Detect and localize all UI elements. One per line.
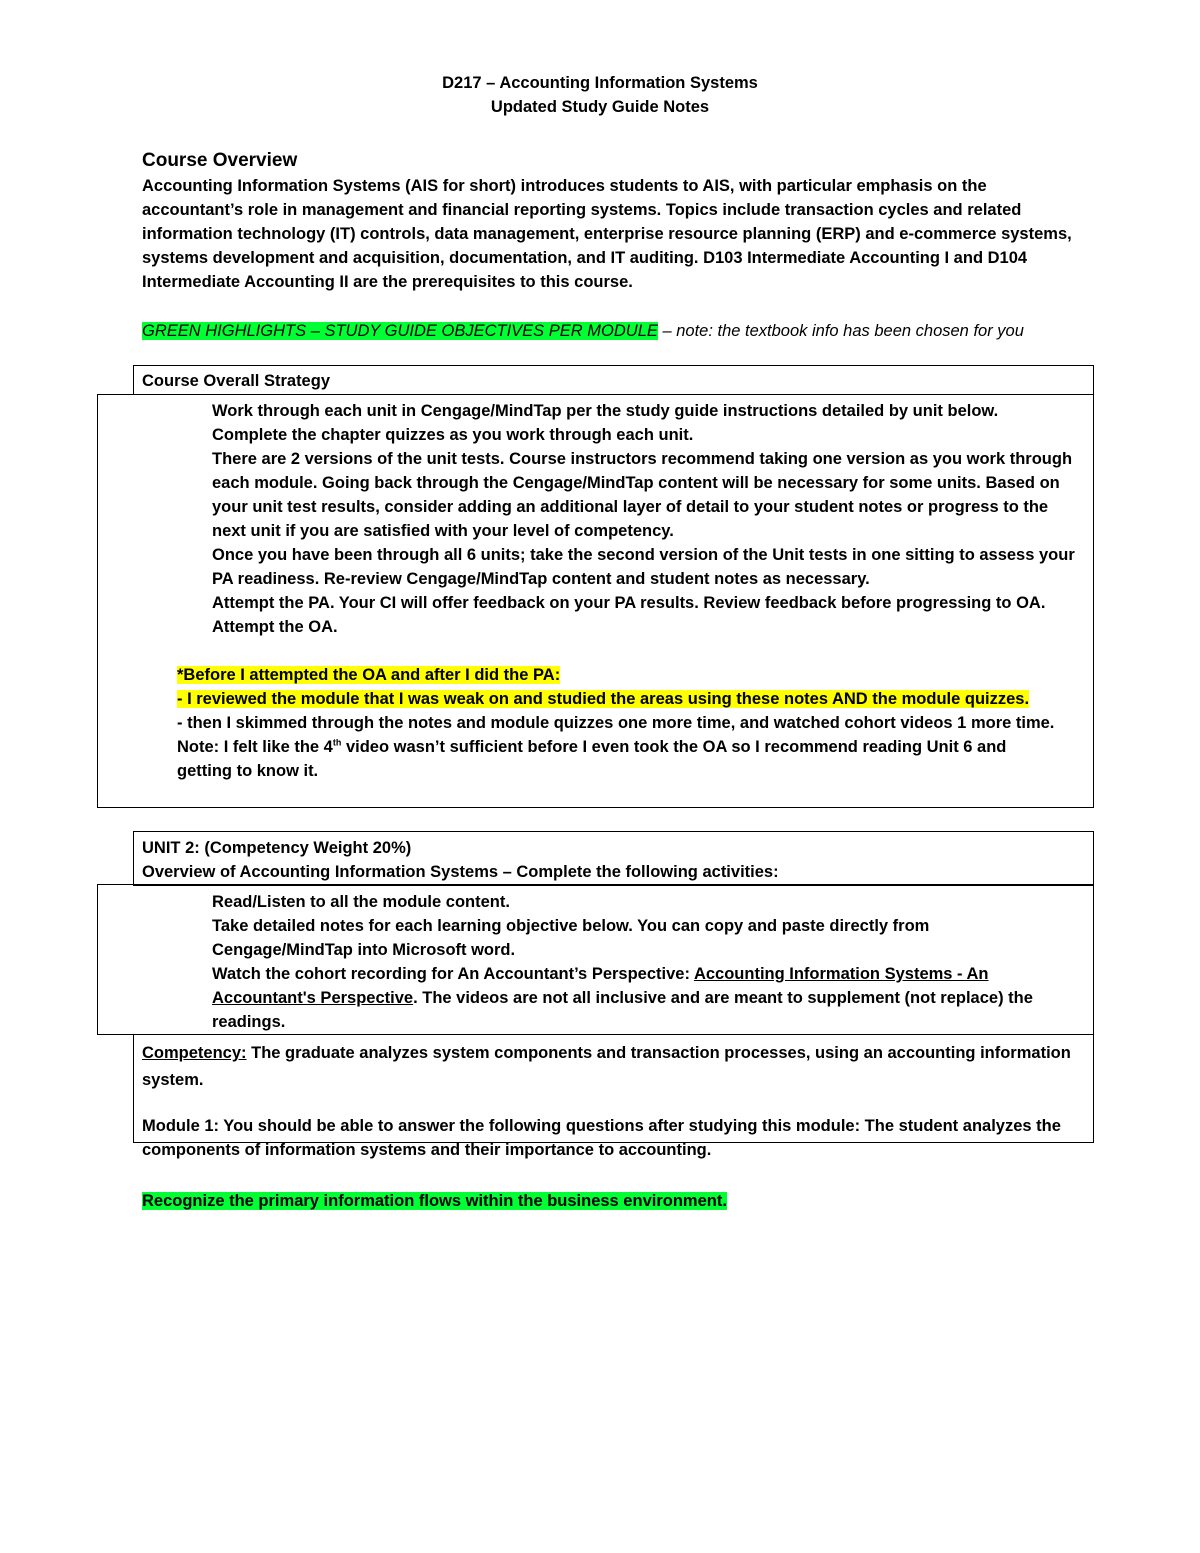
strategy-heading: Course Overall Strategy	[142, 372, 330, 390]
overview-line: Intermediate Accounting II are the prerequisites to this course.	[142, 273, 633, 291]
activity-line: Read/Listen to all the module content.	[212, 893, 510, 911]
overview-line: information technology (IT) controls, data management, enterprise resource planning (ERP) and e-commerce systems,	[142, 225, 1072, 243]
strategy-step: Once you have been through all 6 units; take the second version of the Unit tests in one sitting to assess your	[212, 546, 1075, 564]
strategy-step: your unit test results, consider adding an additional layer of detail to your student notes or progress to the	[212, 498, 1049, 516]
highlight-note-text: – note: the textbook info has been chosen for you	[657, 322, 1024, 340]
superscript-th: th	[332, 737, 342, 748]
strategy-step: Attempt the OA.	[212, 618, 338, 636]
competency-text-cont: system.	[142, 1071, 204, 1089]
document-subtitle: Updated Study Guide Notes	[490, 98, 710, 116]
tip-line: - then I skimmed through the notes and module quizzes one more time, and watched cohort videos 1 more time.	[177, 714, 1055, 732]
strategy-step: Complete the chapter quizzes as you work through each unit.	[212, 426, 694, 444]
strategy-step: PA readiness. Re-review Cengage/MindTap content and student notes as necessary.	[212, 570, 870, 588]
highlight-legend	[142, 319, 1024, 343]
unit2-activities	[212, 890, 1033, 1034]
student-tip	[177, 663, 1054, 783]
module1-line: components of information systems and their importance to accounting.	[142, 1141, 712, 1159]
strategy-step: Work through each unit in Cengage/MindTap per the study guide instructions detailed by unit below.	[212, 402, 999, 420]
strategy-step: Attempt the PA. Your CI will offer feedback on your PA results. Review feedback before progressing to OA.	[212, 594, 1046, 612]
unit2-subtitle: Overview of Accounting Information Systems – Complete the following activities:	[142, 863, 779, 881]
overview-line: systems development and acquisition, documentation, and IT auditing. D103 Intermediate Accounting I and D104	[142, 249, 1028, 267]
overview-line: Accounting Information Systems (AIS for short) introduces students to AIS, with particular emphasis on the	[142, 177, 987, 195]
module-objective	[142, 1189, 727, 1213]
course-overview-heading: Course Overview	[142, 150, 298, 171]
strategy-steps	[212, 399, 1075, 639]
activity-line: Take detailed notes for each learning objective below. You can copy and paste directly from	[212, 917, 930, 935]
overview-line: accountant’s role in management and financial reporting systems. Topics include transaction cycles and related	[142, 201, 1022, 219]
cohort-video-link[interactable]: Accounting Information Systems - An	[693, 965, 989, 983]
activity-line: Watch the cohort recording for An Accountant’s Perspective: Accounting Information Systems - An	[212, 965, 989, 983]
unit2-title: UNIT 2: (Competency Weight 20%)	[142, 839, 412, 857]
activity-line: Accountant's Perspective. The videos are not all inclusive and are meant to supplement (not replace) the	[212, 989, 1033, 1007]
module1-block	[142, 1114, 1061, 1162]
tip-line: Note: I felt like the 4th video wasn’t sufficient before I even took the OA so I recommend reading Unit 6 and	[177, 737, 1007, 756]
strategy-step: There are 2 versions of the unit tests. Course instructors recommend taking one version as you work through	[212, 450, 1073, 468]
activity-line: readings.	[212, 1013, 286, 1031]
activity-line: Cengage/MindTap into Microsoft word.	[212, 941, 516, 959]
competency-label: Competency:	[142, 1044, 247, 1062]
document-title: D217 – Accounting Information Systems	[442, 74, 758, 92]
module1-line: Module 1: You should be able to answer the following questions after studying this module: The student analyzes the	[142, 1117, 1061, 1135]
cohort-video-link-cont[interactable]: Accountant's Perspective	[212, 989, 414, 1007]
course-overview-paragraph	[142, 174, 1072, 294]
tip-line: - I reviewed the module that I was weak on and studied the areas using these notes AND the module quizzes.	[177, 690, 1030, 708]
green-highlight-label: GREEN HIGHLIGHTS – STUDY GUIDE OBJECTIVES PER MODULE	[142, 322, 658, 340]
objective-highlight: Recognize the primary information flows within the business environment.	[142, 1192, 727, 1210]
competency-text: The graduate analyzes system components and transaction processes, using an accounting information	[246, 1044, 1071, 1062]
strategy-step: each module. Going back through the Cengage/MindTap content will be necessary for some units. Based on	[212, 474, 1060, 492]
strategy-step: next unit if you are satisfied with your level of competency.	[212, 522, 674, 540]
tip-line: getting to know it.	[177, 762, 319, 780]
tip-heading: *Before I attempted the OA and after I did the PA:	[177, 666, 561, 684]
competency-block	[142, 1040, 1071, 1094]
unit2-heading	[142, 836, 779, 884]
